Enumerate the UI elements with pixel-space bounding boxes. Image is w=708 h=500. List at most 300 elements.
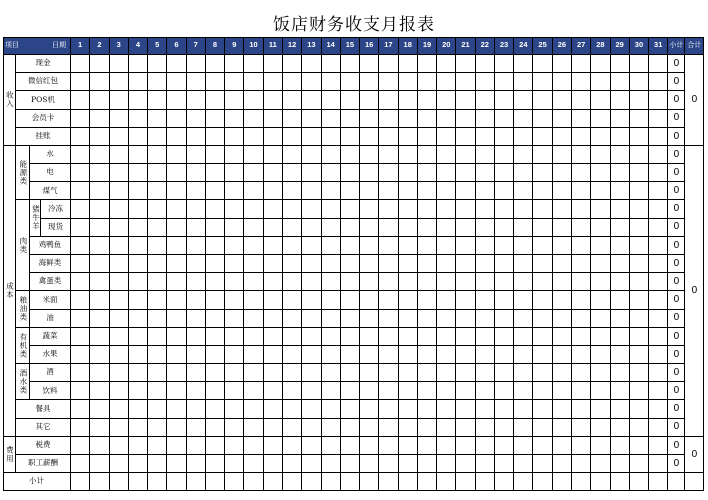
day-cell — [533, 91, 552, 109]
day-cell — [264, 437, 283, 455]
item-subtotal: 0 — [668, 146, 685, 164]
day-cell — [591, 346, 610, 364]
day-cell — [399, 400, 418, 418]
day-cell — [630, 200, 649, 218]
day-cell — [167, 400, 186, 418]
item-label: 水果 — [30, 346, 71, 364]
day-cell — [148, 237, 167, 255]
day-cell — [302, 128, 321, 146]
day-cell — [302, 255, 321, 273]
item-label: 现货 — [41, 219, 71, 237]
day-cell — [71, 346, 90, 364]
day-cell — [495, 382, 514, 400]
day-cell — [187, 73, 206, 91]
day-cell — [437, 55, 456, 73]
day-cell — [129, 237, 148, 255]
day-cell — [379, 219, 398, 237]
day-cell — [225, 255, 244, 273]
day-cell — [379, 200, 398, 218]
day-header: 3 — [110, 37, 129, 55]
day-cell — [553, 182, 572, 200]
day-cell — [418, 200, 437, 218]
day-cell — [264, 328, 283, 346]
day-cell — [283, 164, 302, 182]
day-cell — [379, 291, 398, 309]
day-cell — [437, 382, 456, 400]
item-subtotal: 0 — [668, 91, 685, 109]
day-cell — [572, 310, 591, 328]
day-cell — [264, 364, 283, 382]
day-cell — [264, 382, 283, 400]
day-cell — [225, 110, 244, 128]
day-cell — [110, 291, 129, 309]
item-subtotal: 0 — [668, 110, 685, 128]
day-cell — [322, 164, 341, 182]
day-cell — [90, 400, 109, 418]
day-cell — [379, 328, 398, 346]
day-cell — [225, 237, 244, 255]
day-cell — [322, 237, 341, 255]
day-cell — [244, 200, 263, 218]
day-cell — [495, 219, 514, 237]
day-cell — [283, 146, 302, 164]
day-cell — [187, 91, 206, 109]
item-subtotal: 0 — [668, 273, 685, 291]
item-subtotal: 0 — [668, 164, 685, 182]
day-cell — [591, 473, 610, 491]
day-cell — [167, 110, 186, 128]
group-label: 粮油类 — [16, 291, 30, 327]
day-cell — [167, 146, 186, 164]
day-cell — [129, 382, 148, 400]
day-cell — [418, 310, 437, 328]
day-cell — [302, 164, 321, 182]
day-cell — [360, 346, 379, 364]
day-cell — [456, 419, 475, 437]
day-cell — [418, 382, 437, 400]
day-header: 24 — [514, 37, 533, 55]
day-cell — [611, 291, 630, 309]
day-cell — [476, 328, 495, 346]
day-cell — [129, 437, 148, 455]
day-cell — [206, 164, 225, 182]
day-header: 27 — [572, 37, 591, 55]
day-header: 5 — [148, 37, 167, 55]
day-cell — [148, 291, 167, 309]
day-cell — [611, 55, 630, 73]
day-cell — [611, 182, 630, 200]
day-cell — [341, 437, 360, 455]
day-cell — [611, 382, 630, 400]
day-cell — [649, 419, 668, 437]
day-cell — [341, 400, 360, 418]
day-cell — [264, 310, 283, 328]
day-cell — [244, 91, 263, 109]
day-cell — [302, 219, 321, 237]
day-cell — [360, 164, 379, 182]
day-cell — [456, 128, 475, 146]
day-cell — [187, 310, 206, 328]
day-cell — [572, 219, 591, 237]
day-cell — [591, 219, 610, 237]
day-cell — [322, 200, 341, 218]
day-cell — [283, 346, 302, 364]
day-cell — [476, 419, 495, 437]
day-cell — [572, 91, 591, 109]
day-cell — [514, 437, 533, 455]
day-cell — [167, 219, 186, 237]
day-cell — [379, 182, 398, 200]
day-cell — [302, 73, 321, 91]
day-cell — [302, 237, 321, 255]
day-cell — [302, 146, 321, 164]
day-cell — [341, 346, 360, 364]
day-cell — [649, 310, 668, 328]
day-cell — [322, 255, 341, 273]
day-cell — [649, 437, 668, 455]
day-cell — [129, 73, 148, 91]
day-cell — [187, 400, 206, 418]
day-cell — [379, 164, 398, 182]
day-cell — [90, 237, 109, 255]
day-header: 30 — [630, 37, 649, 55]
day-cell — [206, 364, 225, 382]
day-header: 1 — [71, 37, 90, 55]
day-cell — [437, 291, 456, 309]
day-cell — [283, 437, 302, 455]
day-cell — [225, 437, 244, 455]
day-header: 20 — [437, 37, 456, 55]
day-cell — [206, 473, 225, 491]
day-cell — [302, 473, 321, 491]
day-cell — [187, 382, 206, 400]
day-cell — [495, 128, 514, 146]
day-cell — [418, 400, 437, 418]
day-cell — [322, 437, 341, 455]
day-cell — [341, 382, 360, 400]
item-label: 煤气 — [30, 182, 71, 200]
day-cell — [110, 400, 129, 418]
day-cell — [129, 110, 148, 128]
day-header: 17 — [379, 37, 398, 55]
day-cell — [476, 364, 495, 382]
day-header: 2 — [90, 37, 109, 55]
day-cell — [591, 110, 610, 128]
day-cell — [591, 291, 610, 309]
section-total: 0 — [685, 55, 704, 146]
day-cell — [90, 182, 109, 200]
day-cell — [649, 473, 668, 491]
item-label: 海鲜类 — [30, 255, 71, 273]
day-cell — [283, 310, 302, 328]
day-cell — [302, 91, 321, 109]
day-cell — [225, 310, 244, 328]
day-cell — [495, 255, 514, 273]
day-cell — [148, 146, 167, 164]
day-cell — [206, 110, 225, 128]
day-cell — [360, 419, 379, 437]
day-cell — [110, 455, 129, 473]
day-cell — [456, 291, 475, 309]
day-cell — [572, 73, 591, 91]
day-cell — [591, 55, 610, 73]
day-cell — [495, 473, 514, 491]
day-cell — [187, 164, 206, 182]
day-cell — [437, 91, 456, 109]
item-subtotal: 0 — [668, 291, 685, 309]
day-cell — [379, 146, 398, 164]
item-label: 鸡鸭鱼 — [30, 237, 71, 255]
day-cell — [148, 382, 167, 400]
day-cell — [148, 310, 167, 328]
day-cell — [302, 55, 321, 73]
day-cell — [341, 146, 360, 164]
day-cell — [225, 382, 244, 400]
item-label: 挂账 — [16, 128, 71, 146]
day-cell — [572, 455, 591, 473]
day-cell — [399, 55, 418, 73]
day-cell — [206, 55, 225, 73]
day-cell — [379, 346, 398, 364]
day-cell — [148, 273, 167, 291]
day-cell — [360, 110, 379, 128]
day-cell — [456, 182, 475, 200]
day-cell — [379, 473, 398, 491]
item-label: 餐具 — [16, 400, 71, 418]
day-header: 7 — [187, 37, 206, 55]
day-cell — [456, 91, 475, 109]
day-cell — [572, 237, 591, 255]
day-cell — [591, 146, 610, 164]
day-cell — [379, 273, 398, 291]
day-cell — [341, 291, 360, 309]
day-cell — [476, 55, 495, 73]
item-label: 职工薪酬 — [16, 455, 71, 473]
day-cell — [495, 164, 514, 182]
day-cell — [302, 182, 321, 200]
day-cell — [649, 400, 668, 418]
day-cell — [187, 128, 206, 146]
day-cell — [630, 182, 649, 200]
day-cell — [630, 328, 649, 346]
day-cell — [379, 237, 398, 255]
day-cell — [553, 164, 572, 182]
day-cell — [167, 200, 186, 218]
day-cell — [399, 419, 418, 437]
day-cell — [572, 473, 591, 491]
day-cell — [302, 110, 321, 128]
day-cell — [553, 219, 572, 237]
day-header: 13 — [302, 37, 321, 55]
item-subtotal: 0 — [668, 455, 685, 473]
day-cell — [649, 291, 668, 309]
day-cell — [360, 128, 379, 146]
day-cell — [148, 55, 167, 73]
day-cell — [379, 55, 398, 73]
day-cell — [244, 455, 263, 473]
day-cell — [418, 128, 437, 146]
day-cell — [129, 291, 148, 309]
day-cell — [611, 273, 630, 291]
day-cell — [206, 255, 225, 273]
day-cell — [360, 73, 379, 91]
day-cell — [630, 400, 649, 418]
item-subtotal: 0 — [668, 73, 685, 91]
day-cell — [611, 255, 630, 273]
day-cell — [572, 400, 591, 418]
day-cell — [630, 91, 649, 109]
day-cell — [399, 200, 418, 218]
item-label: 会员卡 — [16, 110, 71, 128]
section-total: 0 — [685, 437, 704, 473]
day-cell — [399, 364, 418, 382]
day-cell — [187, 473, 206, 491]
day-cell — [264, 73, 283, 91]
day-cell — [360, 291, 379, 309]
day-cell — [437, 273, 456, 291]
day-cell — [630, 255, 649, 273]
day-cell — [110, 310, 129, 328]
day-cell — [206, 328, 225, 346]
day-cell — [514, 273, 533, 291]
day-cell — [148, 400, 167, 418]
item-subtotal: 0 — [668, 400, 685, 418]
day-cell — [264, 273, 283, 291]
day-cell — [225, 473, 244, 491]
day-cell — [206, 437, 225, 455]
day-cell — [341, 164, 360, 182]
day-cell — [649, 110, 668, 128]
day-cell — [514, 255, 533, 273]
day-cell — [341, 255, 360, 273]
day-cell — [90, 146, 109, 164]
day-cell — [418, 237, 437, 255]
day-cell — [611, 310, 630, 328]
day-cell — [187, 346, 206, 364]
day-cell — [611, 146, 630, 164]
day-cell — [244, 164, 263, 182]
day-cell — [187, 219, 206, 237]
day-cell — [244, 255, 263, 273]
day-cell — [495, 364, 514, 382]
day-cell — [110, 219, 129, 237]
day-cell — [399, 91, 418, 109]
day-cell — [341, 237, 360, 255]
day-cell — [456, 328, 475, 346]
day-cell — [649, 73, 668, 91]
item-subtotal: 0 — [668, 364, 685, 382]
day-cell — [129, 128, 148, 146]
day-cell — [283, 419, 302, 437]
day-cell — [322, 382, 341, 400]
day-cell — [148, 110, 167, 128]
day-cell — [129, 55, 148, 73]
day-cell — [630, 364, 649, 382]
item-subtotal: 0 — [668, 328, 685, 346]
day-cell — [572, 182, 591, 200]
day-cell — [225, 73, 244, 91]
item-subtotal: 0 — [668, 200, 685, 218]
day-cell — [264, 91, 283, 109]
day-cell — [341, 273, 360, 291]
day-cell — [476, 128, 495, 146]
day-cell — [110, 419, 129, 437]
day-cell — [379, 382, 398, 400]
day-cell — [167, 455, 186, 473]
section-label: 收入 — [3, 55, 16, 146]
day-cell — [553, 310, 572, 328]
day-cell — [572, 146, 591, 164]
day-cell — [167, 291, 186, 309]
day-cell — [514, 237, 533, 255]
day-cell — [90, 382, 109, 400]
day-cell — [456, 219, 475, 237]
day-cell — [591, 91, 610, 109]
day-header: 9 — [225, 37, 244, 55]
day-cell — [360, 255, 379, 273]
day-cell — [360, 55, 379, 73]
day-cell — [148, 328, 167, 346]
day-cell — [611, 200, 630, 218]
day-cell — [360, 382, 379, 400]
day-cell — [418, 219, 437, 237]
day-header: 23 — [495, 37, 514, 55]
day-cell — [302, 382, 321, 400]
day-cell — [553, 400, 572, 418]
day-cell — [360, 400, 379, 418]
day-cell — [399, 73, 418, 91]
day-cell — [591, 437, 610, 455]
day-cell — [71, 255, 90, 273]
day-cell — [533, 164, 552, 182]
day-cell — [167, 237, 186, 255]
day-cell — [399, 164, 418, 182]
day-cell — [533, 237, 552, 255]
day-cell — [533, 364, 552, 382]
day-cell — [399, 110, 418, 128]
day-cell — [206, 73, 225, 91]
day-cell — [167, 55, 186, 73]
day-cell — [572, 110, 591, 128]
day-cell — [591, 273, 610, 291]
day-cell — [418, 55, 437, 73]
day-cell — [591, 328, 610, 346]
day-cell — [322, 128, 341, 146]
day-cell — [649, 382, 668, 400]
day-cell — [110, 437, 129, 455]
day-cell — [553, 200, 572, 218]
day-cell — [379, 437, 398, 455]
day-cell — [553, 73, 572, 91]
day-cell — [225, 55, 244, 73]
day-cell — [341, 128, 360, 146]
day-cell — [71, 437, 90, 455]
day-cell — [71, 328, 90, 346]
item-label: 现金 — [16, 55, 71, 73]
day-cell — [591, 182, 610, 200]
day-cell — [187, 200, 206, 218]
day-cell — [649, 146, 668, 164]
day-cell — [553, 437, 572, 455]
day-cell — [283, 328, 302, 346]
day-cell — [630, 128, 649, 146]
day-cell — [591, 382, 610, 400]
day-cell — [360, 473, 379, 491]
item-subtotal: 0 — [668, 437, 685, 455]
day-cell — [437, 455, 456, 473]
day-cell — [206, 310, 225, 328]
day-cell — [514, 328, 533, 346]
